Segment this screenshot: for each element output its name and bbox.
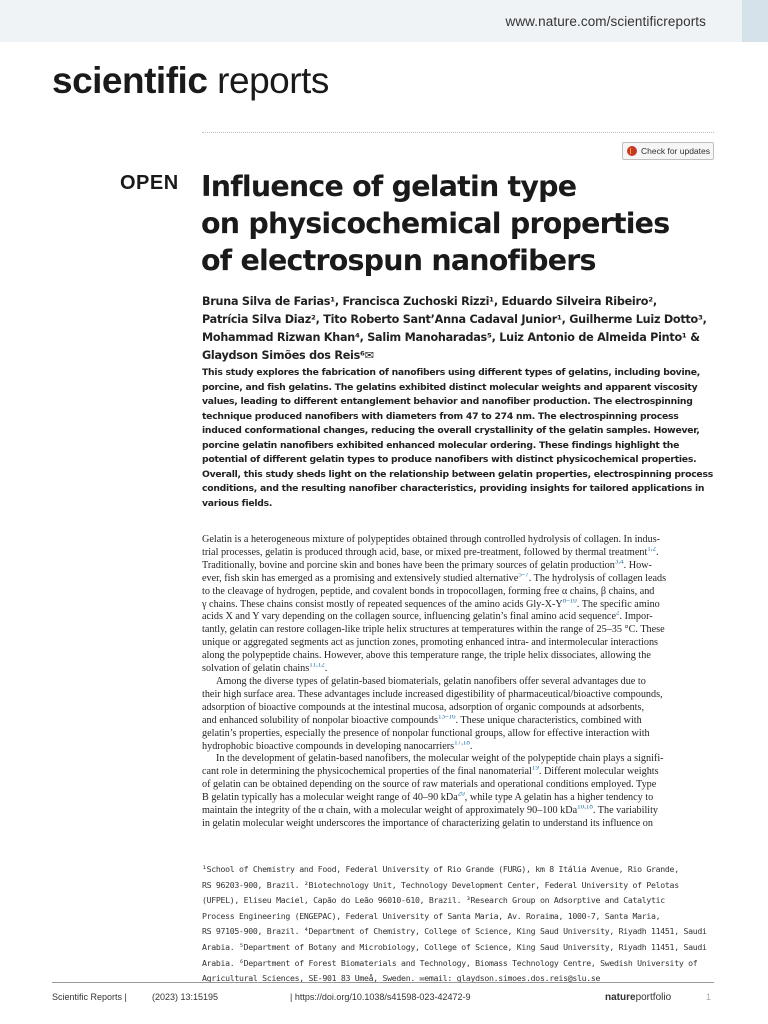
body-line-tail: . The variability xyxy=(592,805,659,817)
body-line-text: unique or aggregated segments act as junction zones, promoting enhanced intra- and intermolecular interactions xyxy=(202,637,659,649)
body-line-tail: . These unique characteristics, combined with xyxy=(455,714,642,726)
body-line-text: maintain the integrity of the α chain, with a molecular weight of approximately 90–100 kDa xyxy=(202,805,578,817)
body-line-text: in gelatin molecular weight underscores the importance of characterizing gelatin to understand its influence on xyxy=(202,817,653,829)
body-line-text: Gelatin is a heterogeneous mixture of polypeptides obtained through controlled hydrolysis of collagen. In indus- xyxy=(202,534,661,545)
citation-link[interactable]: 5–7 xyxy=(518,572,529,579)
abstract-line: technique produced nanofibers with diameters from 47 to 274 nm. The electrospinning process xyxy=(202,410,679,422)
body-line-text: to the cleavage of hydrogen, peptide, and covalent bonds in tropocollagen, forming free α chains, β chains, and xyxy=(202,585,655,597)
citation-link[interactable]: 8–10 xyxy=(562,598,577,605)
body-line xyxy=(202,599,716,612)
body-line xyxy=(202,624,716,637)
body-line xyxy=(202,779,716,792)
affiliations xyxy=(202,862,718,987)
body-line-text: tantly, gelatin can restore collagen-like triple helix structures at temperatures within the range of 25–35 °C. These xyxy=(202,624,665,636)
body-line xyxy=(202,676,716,689)
body-line xyxy=(202,547,716,560)
abstract xyxy=(202,366,716,511)
title-line: on physicochemical properties xyxy=(201,207,670,240)
body-line-text: solvation of gelatin chains xyxy=(202,663,310,675)
body-line-tail: , while type A gelatin has a higher tendency to xyxy=(464,792,654,804)
citation-link[interactable]: 10,18 xyxy=(577,805,593,811)
footer-doi-link[interactable]: | https://doi.org/10.1038/s41598-023-42472-9 xyxy=(290,992,471,1002)
journal-name-light: reports xyxy=(207,60,329,101)
body-line-text: B gelatin typically has a molecular weight range of 40–90 kDa xyxy=(202,792,458,804)
body-line xyxy=(202,715,716,728)
body-line xyxy=(202,702,716,715)
citation-link[interactable]: 3,4 xyxy=(614,559,624,566)
footer-volume: (2023) 13:15195 xyxy=(152,992,219,1002)
affiliation-line: Process Engineering (ENGEPAC), Federal University of Santa Maria, Av. Roraima, 1000-7, Santa Maria, xyxy=(202,910,661,921)
abstract-line: porcine gelatin nanofibers exhibited enhanced molecular ordering. These findings highlight the xyxy=(202,439,680,451)
body-line xyxy=(202,818,716,831)
body-line-text: adsorption of bioactive compounds at the intestinal mucosa, adsorption of organic compounds at adsorbents, xyxy=(202,701,645,713)
body-line-text: ever, fish skin has emerged as a promising and extensively studied alternative xyxy=(202,572,519,584)
affiliation-line: Agricultural Sciences, SE-901 83 Umeå, Sweden. ✉email: glaydson.simoes.dos.reis@slu.se xyxy=(202,973,601,984)
body-line-text: γ chains. These chains consist mostly of repeated sequences of the amino acids Gly-X-Y xyxy=(202,598,563,610)
citation-link[interactable]: 11,12 xyxy=(309,663,325,669)
body-line-text: Among the diverse types of gelatin-based biomaterials, gelatin nanofibers offer several advantages due to xyxy=(216,675,646,687)
body-line-text: hydrophobic bioactive compounds in developing nanocarriers xyxy=(202,740,455,752)
article-title xyxy=(201,168,721,279)
nature-portfolio-logo xyxy=(605,992,671,1003)
author-line: Patrícia Silva Diaz², Tito Roberto Sant’Anna Cadaval Junior¹, Guilherme Luiz Dotto³, xyxy=(202,313,707,326)
affiliation-line: Arabia. ⁵Department of Botany and Microbiology, College of Science, King Saud University, Riyadh 11451, Saudi xyxy=(202,941,707,952)
body-line xyxy=(202,611,716,624)
title-line: Influence of gelatin type xyxy=(201,170,577,203)
citation-link[interactable]: 2 xyxy=(615,611,620,618)
body-line xyxy=(202,663,716,676)
affiliation-line: (UFPEL), Eliseu Maciel, Capão do Leão 96010-610, Brazil. ³Research Group on Adsorptive and Catalytic xyxy=(202,895,665,906)
body-line-tail: . xyxy=(469,740,473,752)
body-line xyxy=(202,637,716,650)
body-line xyxy=(202,534,716,547)
affiliation-line: RS 97105-900, Brazil. ⁴Department of Chemistry, College of Science, King Saud University, Riyadh 11451, Saudi xyxy=(202,926,707,937)
body-line xyxy=(202,573,716,586)
body-line xyxy=(202,805,716,818)
body-line-text: trial processes, gelatin is produced through acid, base, or mixed pre-treatment, followed by thermal treatment xyxy=(202,546,648,558)
body-line-tail: . The hydrolysis of collagen leads xyxy=(528,572,667,584)
body-line-tail: . xyxy=(656,546,659,558)
body-line-text: their high surface area. These advantages include increased digestibility of pharmaceutical/bioactive compounds, xyxy=(202,688,663,700)
body-line xyxy=(202,766,716,779)
body-line-tail: . xyxy=(324,663,328,675)
body-line xyxy=(202,792,716,805)
check-for-updates-label: Check for updates xyxy=(641,146,710,156)
top-bar-accent xyxy=(742,0,768,42)
abstract-line: porcine, and fish gelatins. The gelatins exhibited distinct molecular weights and apparent viscosity xyxy=(202,381,698,393)
body-line xyxy=(202,560,716,573)
header-divider xyxy=(202,132,714,133)
abstract-line: induced conformational changes, reducing the overall crystallinity of the gelatin samples. However, xyxy=(202,425,700,436)
author-line: Glaydson Simões dos Reis⁶✉ xyxy=(202,349,374,362)
open-access-label: OPEN xyxy=(120,172,179,194)
citation-link[interactable]: 20 xyxy=(457,792,465,798)
abstract-line: values, leading to different entanglement behavior and nanofiber production. The electrospinning xyxy=(202,396,693,407)
body-line xyxy=(202,753,716,766)
body-line xyxy=(202,689,716,702)
body-line-text: gelatin’s properties, especially the presence of nonpolar functional groups, allow for effective interaction with xyxy=(202,727,650,739)
author-line: Bruna Silva de Farias¹, Francisca Zuchoski Rizzi¹, Eduardo Silveira Ribeiro², xyxy=(202,295,657,308)
body-line xyxy=(202,650,716,663)
journal-url[interactable]: www.nature.com/scientificreports xyxy=(505,14,706,29)
title-line: of electrospun nanofibers xyxy=(201,244,596,277)
check-for-updates-button[interactable] xyxy=(622,142,714,160)
body-line-text: acids X and Y vary depending on the collagen source, influencing gelatin’s final amino acid sequence xyxy=(202,611,616,623)
affiliation-line: RS 96203-900, Brazil. ²Biotechnology Unit, Technology Development Center, Federal University of Pelotas xyxy=(202,879,679,890)
body-line-tail: . How- xyxy=(623,559,652,571)
footer-divider xyxy=(52,982,714,983)
affiliation-line: ¹School of Chemistry and Food, Federal University of Rio Grande (FURG), km 8 Itália Avenue, Rio Grande, xyxy=(202,864,679,874)
abstract-line: Overall, this study sheds light on the relationship between gelatin properties, electrospinning process xyxy=(202,468,713,480)
citation-link[interactable]: 13–16 xyxy=(437,714,456,721)
crossmark-icon xyxy=(627,146,637,156)
body-text xyxy=(202,534,716,831)
body-line-tail: . Impor- xyxy=(619,611,653,623)
abstract-line: This study explores the fabrication of nanofibers using different types of gelatins, including bovine, xyxy=(202,367,700,378)
author-list xyxy=(202,293,722,365)
body-line xyxy=(202,741,716,754)
journal-logo xyxy=(52,62,329,99)
body-line-text: and enhanced solubility of nonpolar bioactive compounds xyxy=(202,714,438,726)
body-line xyxy=(202,586,716,599)
citation-link[interactable]: 17,18 xyxy=(454,740,470,747)
top-bar xyxy=(0,0,768,42)
body-line-text: of gelatin can be obtained depending on the source of raw materials and operational conditions employed. Type xyxy=(202,779,657,791)
body-line-tail: . The specific amino xyxy=(576,598,660,610)
abstract-line: conditions, and the resulting nanofiber characteristics, providing insights for tailored applications in xyxy=(202,483,705,494)
body-line-tail: . Different molecular weights xyxy=(538,766,659,778)
page-number: 1 xyxy=(706,992,712,1002)
body-line-text: In the development of gelatin-based nanofibers, the molecular weight of the polypeptide chain plays a signifi- xyxy=(216,753,664,765)
abstract-line: various fields. xyxy=(202,497,273,509)
journal-name-bold: scientific xyxy=(52,60,208,101)
brand-bold: nature xyxy=(605,992,636,1003)
citation-link[interactable]: 19 xyxy=(531,766,539,772)
body-line-text: along the polypeptide chains. However, above this temperature range, the triple helix dissociates, allowing the xyxy=(202,650,651,662)
brand-light: portfolio xyxy=(635,992,672,1003)
abstract-line: potential of different gelatin types to produce nanofibers with distinct physicochemical properties. xyxy=(202,454,697,465)
affiliation-line: Arabia. ⁶Department of Forest Biomaterials and Technology, Biomass Technology Centre, Swedish University of xyxy=(202,957,698,968)
author-line: Mohammad Rizwan Khan⁴, Salim Manoharadas⁵, Luiz Antonio de Almeida Pinto¹ & xyxy=(202,331,700,344)
body-line-text: cant role in determining the physicochemical properties of the final nanomaterial xyxy=(202,766,532,778)
citation-link[interactable]: 1,2 xyxy=(647,546,657,553)
body-line-text: Traditionally, bovine and porcine skin and bones have been the primary sources of gelatin production xyxy=(202,559,615,571)
footer-journal: Scientific Reports | xyxy=(52,992,127,1002)
body-line xyxy=(202,728,716,741)
